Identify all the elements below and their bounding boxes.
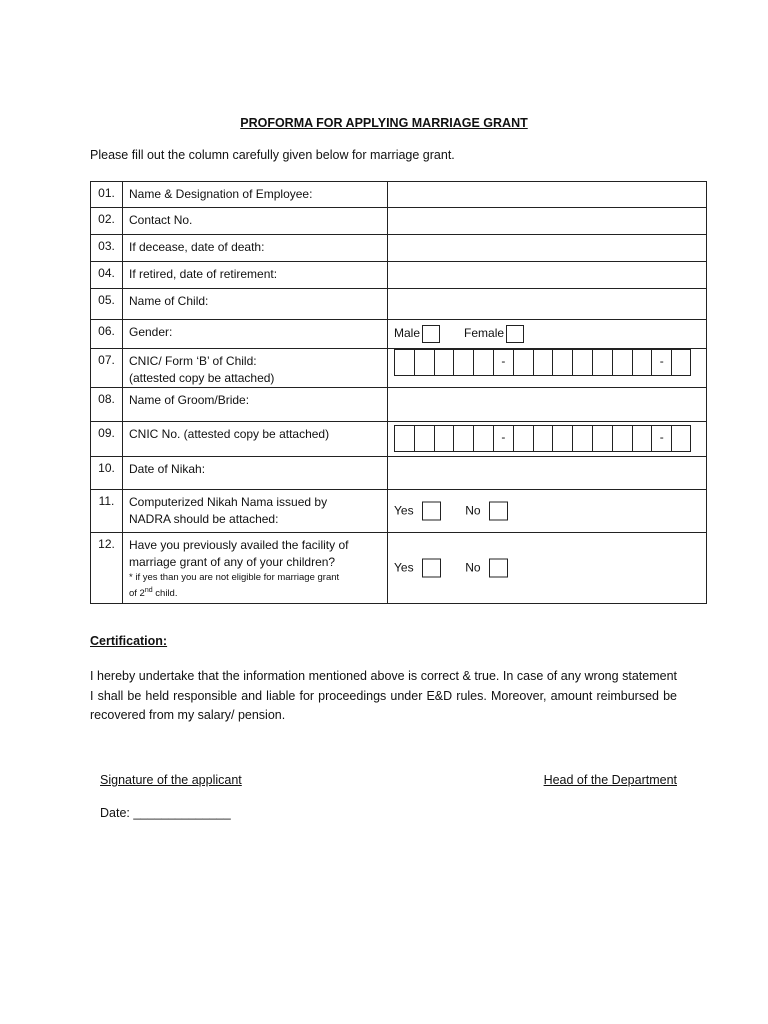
- row-label: Name of Groom/Bride:: [123, 388, 388, 422]
- applicant-signature-label: Signature of the applicant: [100, 773, 242, 787]
- table-row: [91, 289, 707, 320]
- note-text: child.: [152, 588, 178, 600]
- table-row: [91, 349, 707, 388]
- yes-label: Yes: [394, 560, 414, 575]
- cnic-digit-box[interactable]: [434, 425, 454, 452]
- no-checkbox[interactable]: [489, 502, 508, 521]
- row-label: Name & Designation of Employee:: [123, 182, 388, 208]
- cnic-digit-box[interactable]: [473, 425, 493, 452]
- no-checkbox[interactable]: [489, 559, 508, 578]
- yes-checkbox[interactable]: [422, 559, 441, 578]
- cnic-digit-box[interactable]: [453, 425, 473, 452]
- cnic-digit-box[interactable]: [473, 349, 493, 376]
- nikah-date-field[interactable]: [388, 457, 707, 490]
- cnic-grid: [394, 425, 691, 456]
- row-label: [123, 533, 388, 604]
- note-superscript: nd: [144, 587, 153, 594]
- cnic-digit-box[interactable]: [394, 425, 414, 452]
- cnic-digit-box[interactable]: [572, 349, 592, 376]
- row-number: 05.: [91, 289, 123, 320]
- cnic-digit-box[interactable]: [612, 349, 632, 376]
- cnic-digit-box[interactable]: [671, 425, 691, 452]
- row-number: 12.: [91, 533, 123, 604]
- row-number: 02.: [91, 208, 123, 235]
- row-number: 06.: [91, 320, 123, 349]
- row-number: 10.: [91, 457, 123, 490]
- row-label-line: marriage grant of any of your children?: [129, 555, 336, 569]
- date-of-death-field[interactable]: [388, 235, 707, 262]
- row-label-line: NADRA should be attached:: [129, 512, 279, 526]
- row-number: 04.: [91, 262, 123, 289]
- cnic-digit-box[interactable]: [632, 349, 652, 376]
- female-label: Female: [464, 326, 505, 341]
- cnic-digit-box[interactable]: [513, 349, 533, 376]
- cnic-dash: -: [493, 349, 513, 376]
- no-label: No: [465, 503, 481, 518]
- row-label: Name of Child:: [123, 289, 388, 320]
- cnic-digit-box[interactable]: [552, 349, 572, 376]
- table-row: [91, 388, 707, 422]
- nikah-nama-field: [388, 490, 707, 533]
- note-text: * if yes than you are not eligible for marriage grant: [129, 572, 340, 583]
- cnic-digit-box[interactable]: [414, 349, 434, 376]
- cnic-digit-box[interactable]: [434, 349, 454, 376]
- note-text: of 2: [129, 588, 145, 600]
- row-label: Date of Nikah:: [123, 457, 388, 490]
- cnic-digit-box[interactable]: [414, 425, 434, 452]
- previous-grant-field: [388, 533, 707, 604]
- female-checkbox[interactable]: [506, 325, 524, 343]
- no-label: No: [465, 560, 481, 575]
- gender-field: [388, 320, 707, 349]
- yes-checkbox[interactable]: [422, 502, 441, 521]
- row-label: [123, 490, 388, 533]
- row-number: 08.: [91, 388, 123, 422]
- cnic-digit-box[interactable]: [632, 425, 652, 452]
- hod-signature-label: Head of the Department: [543, 773, 677, 787]
- row-label: Contact No.: [123, 208, 388, 235]
- table-row: [91, 262, 707, 289]
- employee-name-field[interactable]: [388, 182, 707, 208]
- table-row: [91, 422, 707, 457]
- cnic-digit-box[interactable]: [533, 425, 553, 452]
- row-number: 03.: [91, 235, 123, 262]
- row-label-line: (attested copy be attached): [129, 371, 275, 385]
- row-number: 09.: [91, 422, 123, 457]
- cnic-digit-box[interactable]: [552, 425, 572, 452]
- row-label: Gender:: [123, 320, 388, 349]
- row-label-line: Computerized Nikah Nama issued by: [129, 495, 328, 509]
- form-instructions: Please fill out the column carefully given below for marriage grant.: [90, 148, 455, 162]
- cnic-dash: -: [651, 425, 671, 452]
- row-label: CNIC No. (attested copy be attached): [123, 422, 388, 457]
- cnic-digit-box[interactable]: [533, 349, 553, 376]
- cnic-digit-box[interactable]: [394, 349, 414, 376]
- application-table: [90, 181, 707, 604]
- table-row: [91, 235, 707, 262]
- eligibility-note: [129, 584, 382, 600]
- row-number: 07.: [91, 349, 123, 388]
- date-field[interactable]: Date: ______________: [100, 806, 231, 820]
- table-row: [91, 182, 707, 208]
- cnic-dash: -: [493, 425, 513, 452]
- yes-label: Yes: [394, 503, 414, 518]
- child-cnic-field[interactable]: [388, 349, 707, 388]
- table-row: [91, 320, 707, 349]
- contact-field[interactable]: [388, 208, 707, 235]
- cnic-digit-box[interactable]: [612, 425, 632, 452]
- table-row: [91, 208, 707, 235]
- table-row: [91, 533, 707, 604]
- groom-bride-cnic-field[interactable]: [388, 422, 707, 457]
- certification-text: I hereby undertake that the information mentioned above is correct & true. In case of any wrong statement I shall be held responsible and liable for proceedings under E&D rules. Moreover, amount reimbursed be recovered from my salary/ pension.: [90, 669, 677, 722]
- row-label-line: Have you previously availed the facility of: [129, 538, 349, 552]
- form-title: PROFORMA FOR APPLYING MARRIAGE GRANT: [240, 116, 528, 130]
- cnic-digit-box[interactable]: [592, 349, 612, 376]
- retirement-date-field[interactable]: [388, 262, 707, 289]
- groom-bride-name-field[interactable]: [388, 388, 707, 422]
- cnic-grid: [394, 349, 691, 387]
- table-row: [91, 490, 707, 533]
- row-number: 11.: [91, 490, 123, 533]
- row-number: 01.: [91, 182, 123, 208]
- cnic-digit-box[interactable]: [671, 349, 691, 376]
- table-row: [91, 457, 707, 490]
- male-label: Male: [394, 326, 421, 341]
- cnic-digit-box[interactable]: [513, 425, 533, 452]
- child-name-field[interactable]: [388, 289, 707, 320]
- certification-heading: Certification:: [90, 634, 168, 648]
- row-label: If retired, date of retirement:: [123, 262, 388, 289]
- cnic-digit-box[interactable]: [592, 425, 612, 452]
- cnic-digit-box[interactable]: [572, 425, 592, 452]
- cnic-dash: -: [651, 349, 671, 376]
- row-label-line: CNIC/ Form ‘B’ of Child:: [129, 354, 257, 368]
- male-checkbox[interactable]: [422, 325, 440, 343]
- row-label: [123, 349, 388, 388]
- row-label: If decease, date of death:: [123, 235, 388, 262]
- eligibility-note: [129, 571, 382, 584]
- cnic-digit-box[interactable]: [453, 349, 473, 376]
